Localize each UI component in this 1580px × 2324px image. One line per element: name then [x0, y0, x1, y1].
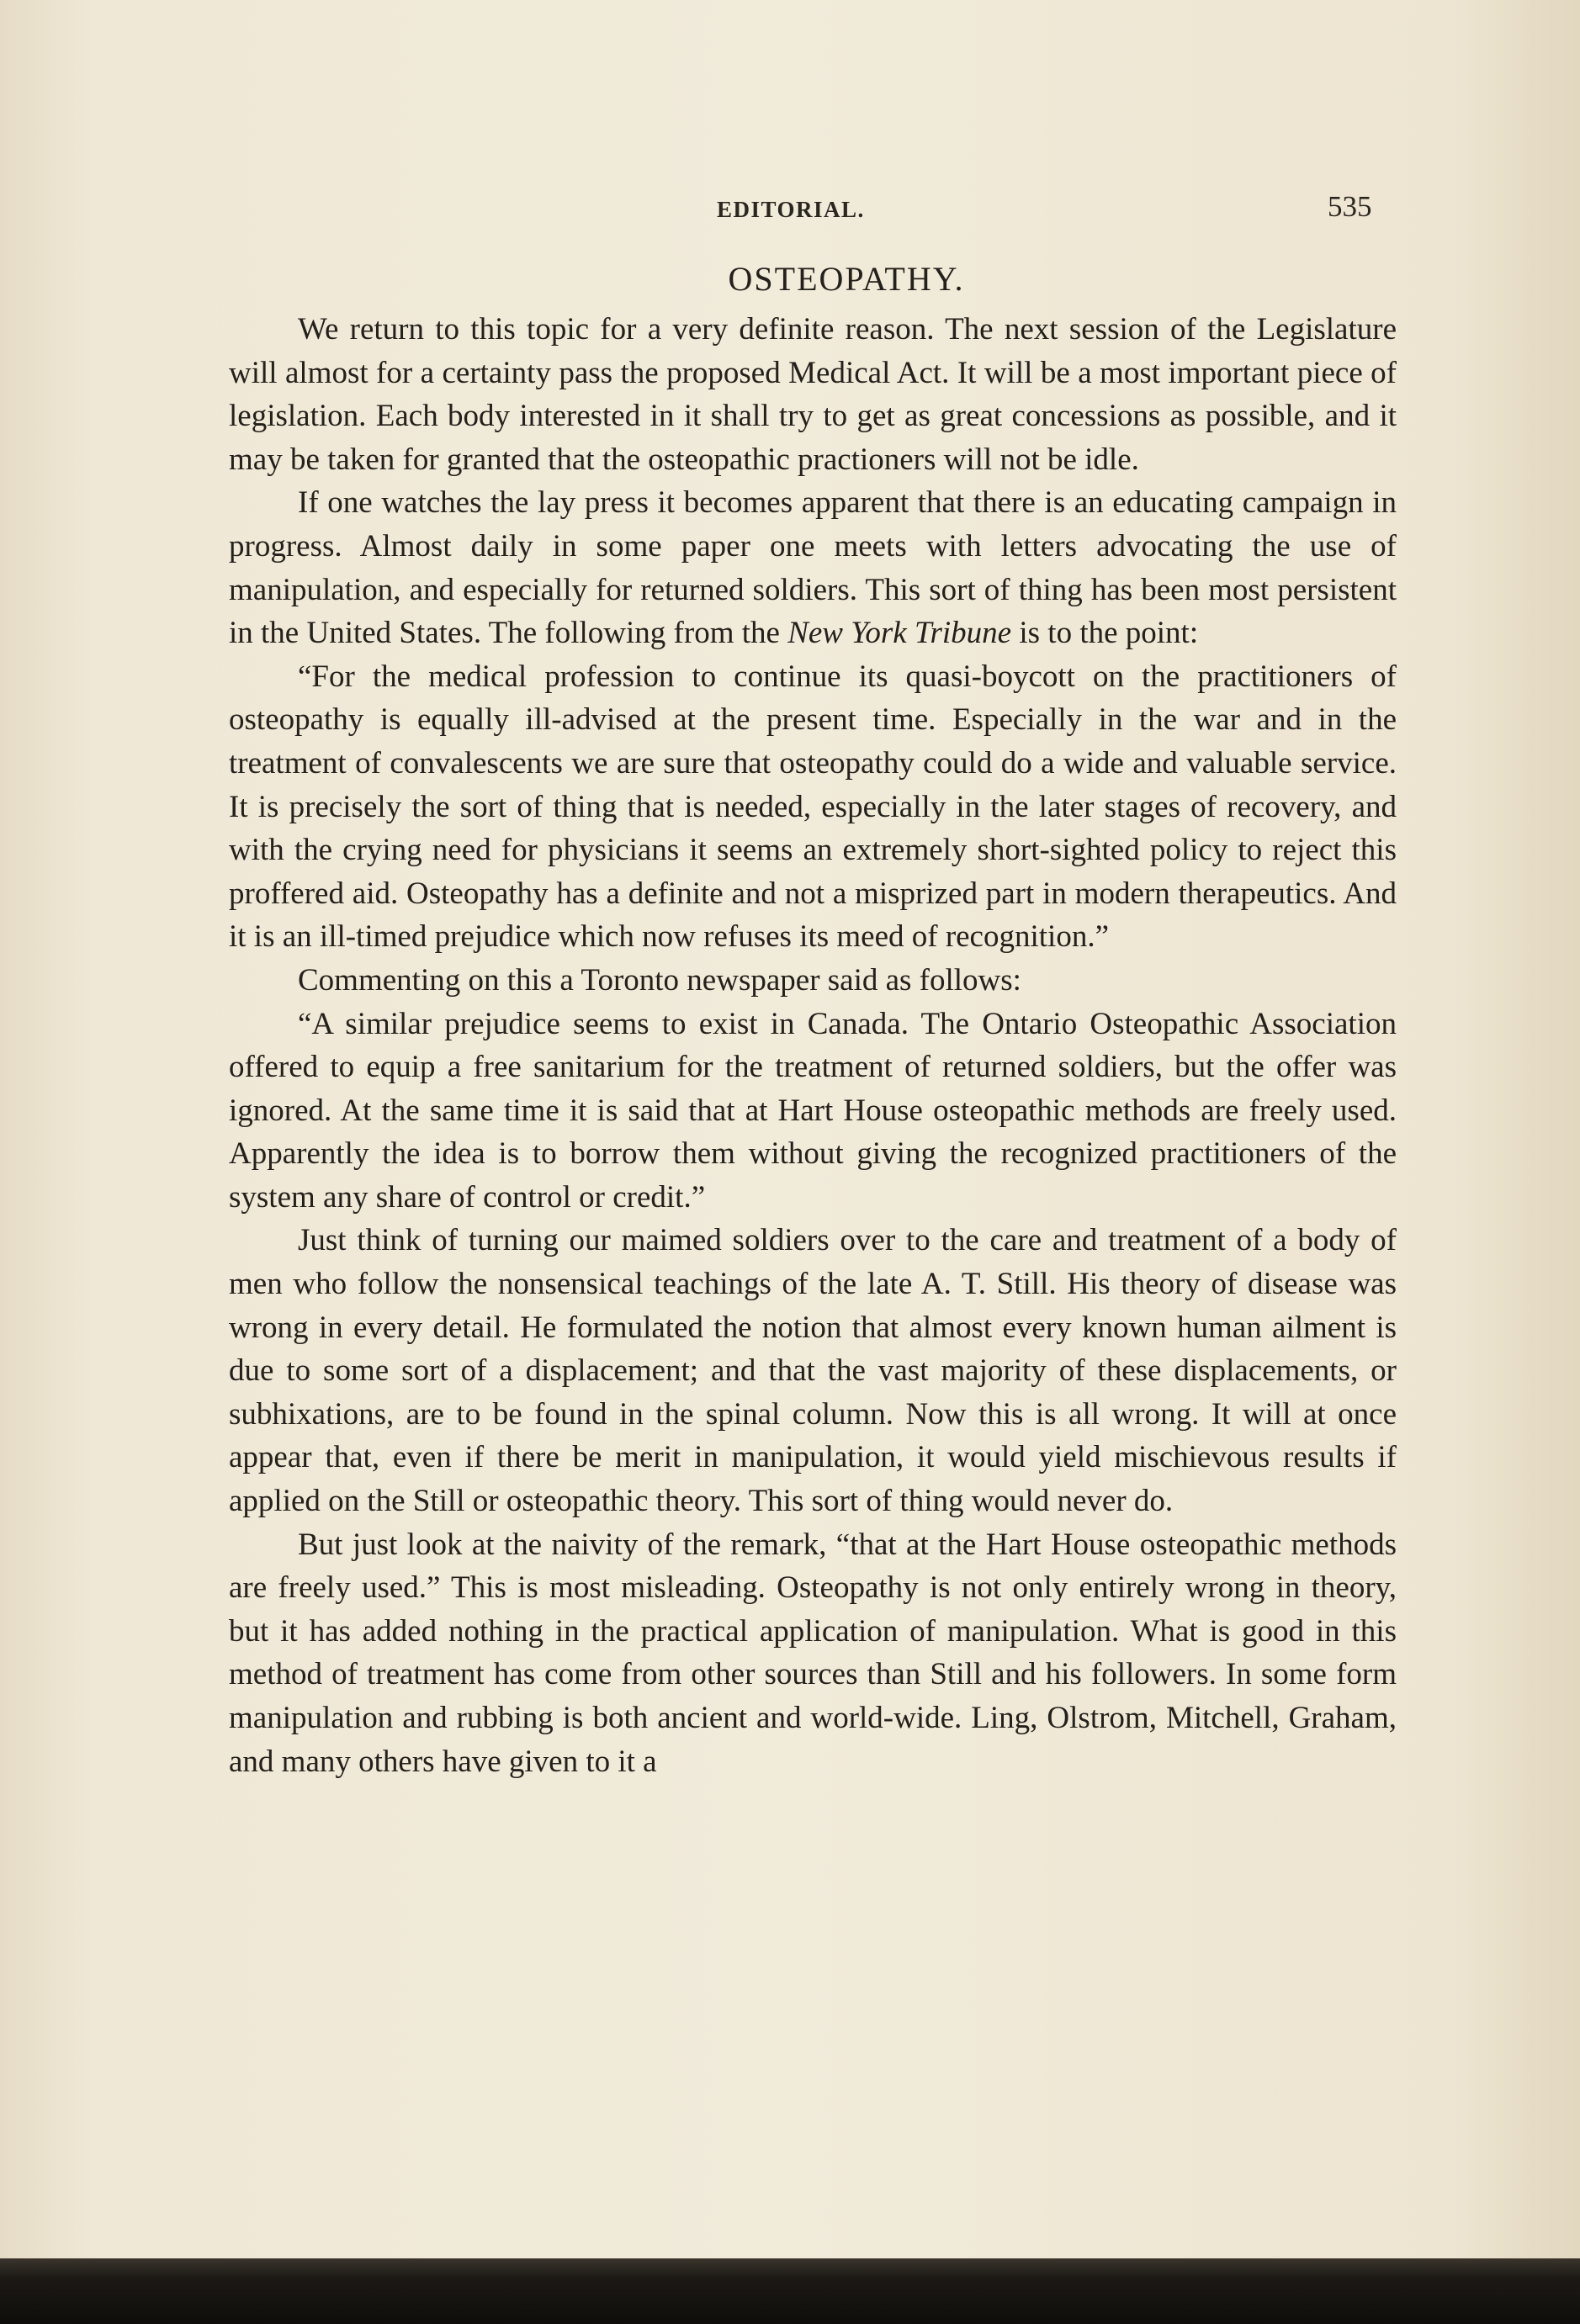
paragraph [229, 481, 1397, 654]
block-quote: “For the medical profession to continue its quasi-boycott on the practitioners of osteopathy is equally ill-advised at the present time. Especially in the war and in the treatment of convalescents we are sure that osteopathy could do a wide and valuable service. It is precisely the sort of thing that is needed, especially in the later stages of recovery, and with the crying need for physicians it seems an extremely short-sighted policy to reject this proffered aid. Osteopathy has a definite and not a misprized part in modern therapeutics. And it is an ill-timed prejudice which now refuses its meed of recognition.” [229, 659, 1397, 955]
running-title: EDITORIAL. [717, 197, 865, 222]
paragraph: Just think of turning our maimed soldiers over to the care and treatment of a body of men who follow the nonsensical teachings of the late A. T. Still. His theory of disease was wrong in every detail. He formulated the notion that almost every known human ailment is due to some sort of a displacement; and that the vast majority of these displacements, or subhixations, are to be found in the spinal column. Now this is all wrong. It will at once appear that, even if there be merit in manipulation, it would yield mischievous results if applied on the Still or osteopathic theory. This sort of thing would never do. [229, 1223, 1397, 1519]
page-bottom-shadow [0, 2258, 1580, 2324]
paragraph-text: is to the point: [1011, 616, 1199, 651]
article-body [229, 254, 1397, 1783]
block-quote: “A similar prejudice seems to exist in Canada. The Ontario Osteopathic Association offered to equip a free sanitarium for the treatment of returned soldiers, but the offer was ignored. At the same time it is said that at Hart House osteopathic methods are freely used. Apparently the idea is to borrow them without giving the recognized practitioners of the system any share of control or credit.” [229, 1006, 1397, 1215]
paragraph: We return to this topic for a very definite reason. The next session of the Legislature will almost for a certainty pass the proposed Medical Act. It will be a most important piece of legislation. Each body interested in it shall try to get as great concessions as possible, and it may be taken for granted that the osteopathic practioners will not be idle. [229, 312, 1397, 477]
running-header [0, 190, 1580, 232]
paragraph: Commenting on this a Toronto newspaper said as follows: [298, 962, 1021, 998]
paragraph: But just look at the naivity of the remark, “that at the Hart House osteopathic methods are freely used.” This is most misleading. Osteopathy is not only entirely wrong in theory, but it has added nothing in the practical application of manipulation. What is good in this method of treatment has come from other sources than Still and his followers. In some form manipulation and rubbing is both ancient and world-wide. Ling, Olstrom, Mitchell, Graham, and many others have given to it a [229, 1527, 1397, 1779]
article-title: OSTEOPATHY. [728, 260, 965, 298]
page-number: 535 [1328, 190, 1372, 223]
paragraph-text: If one watches the lay press it becomes apparent that there is an educating campaign in progress. Almost daily in some paper one meets with letters advocating the use of manipulation, and especially for returned soldiers. This sort of thing has been most persistent in the United States. The following from the [229, 485, 1397, 651]
newspaper-name: New York Tribune [787, 616, 1012, 651]
